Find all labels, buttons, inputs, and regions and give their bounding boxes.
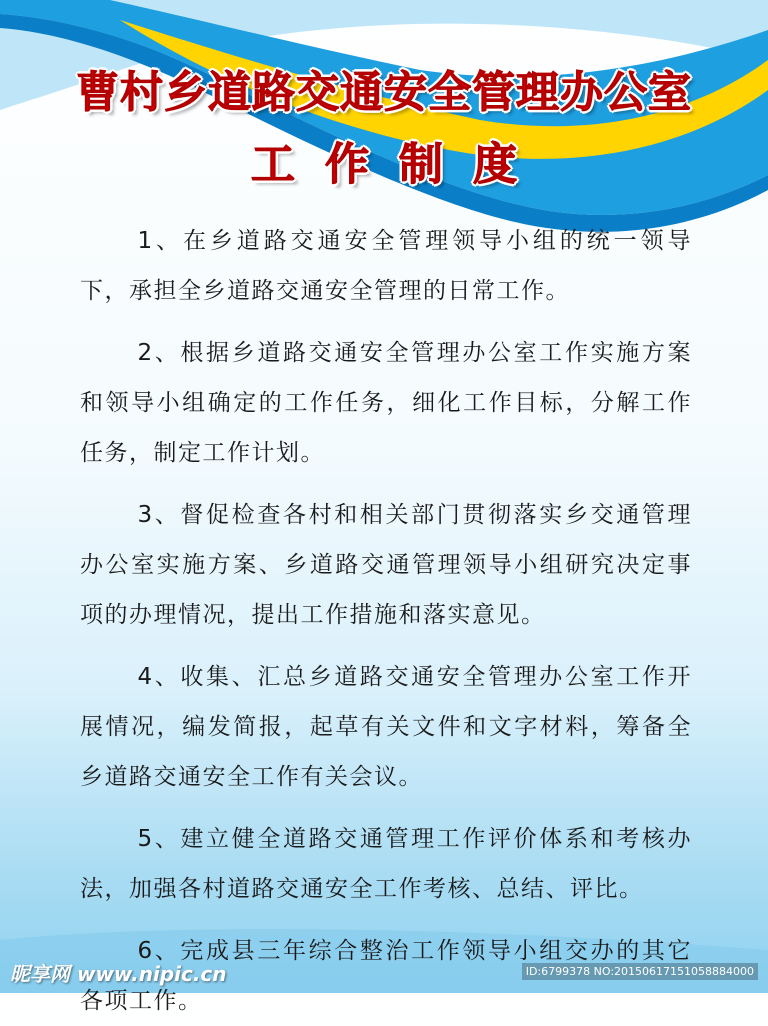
watermark-id: ID:6799378 NO:20150617151058884000	[522, 963, 758, 980]
regulation-item-2: 2、根据乡道路交通安全管理办公室工作实施方案和领导小组确定的工作任务，细化工作目标，分解工作任务，制定工作计划。	[80, 340, 692, 466]
regulation-item-5: 5、建立健全道路交通管理工作评价体系和考核办法，加强各村道路交通安全工作考核、总结、评比。	[80, 826, 692, 902]
regulation-item-3: 3、督促检查各村和相关部门贯彻落实乡交通管理办公室实施方案、乡道路交通管理领导小组研究决定事项的办理情况，提出工作措施和落实意见。	[80, 502, 692, 628]
regulation-item-6: 6、完成县三年综合整治工作领导小组交办的其它各项工作。	[80, 938, 692, 1014]
page-subtitle: 工作制度	[251, 139, 547, 190]
regulation-body	[80, 216, 692, 1026]
regulation-item-1: 1、在乡道路交通安全管理领导小组的统一领导下，承担全乡道路交通安全管理的日常工作。	[80, 228, 692, 304]
watermark-logo: 昵享网 www.nipic.cn	[10, 962, 227, 986]
regulation-item-4: 4、收集、汇总乡道路交通安全管理办公室工作开展情况，编发简报，起草有关文件和文字材料，筹备全乡道路交通安全工作有关会议。	[80, 664, 692, 790]
page-title: 曹村乡道路交通安全管理办公室	[76, 68, 692, 118]
title-block	[0, 58, 768, 200]
